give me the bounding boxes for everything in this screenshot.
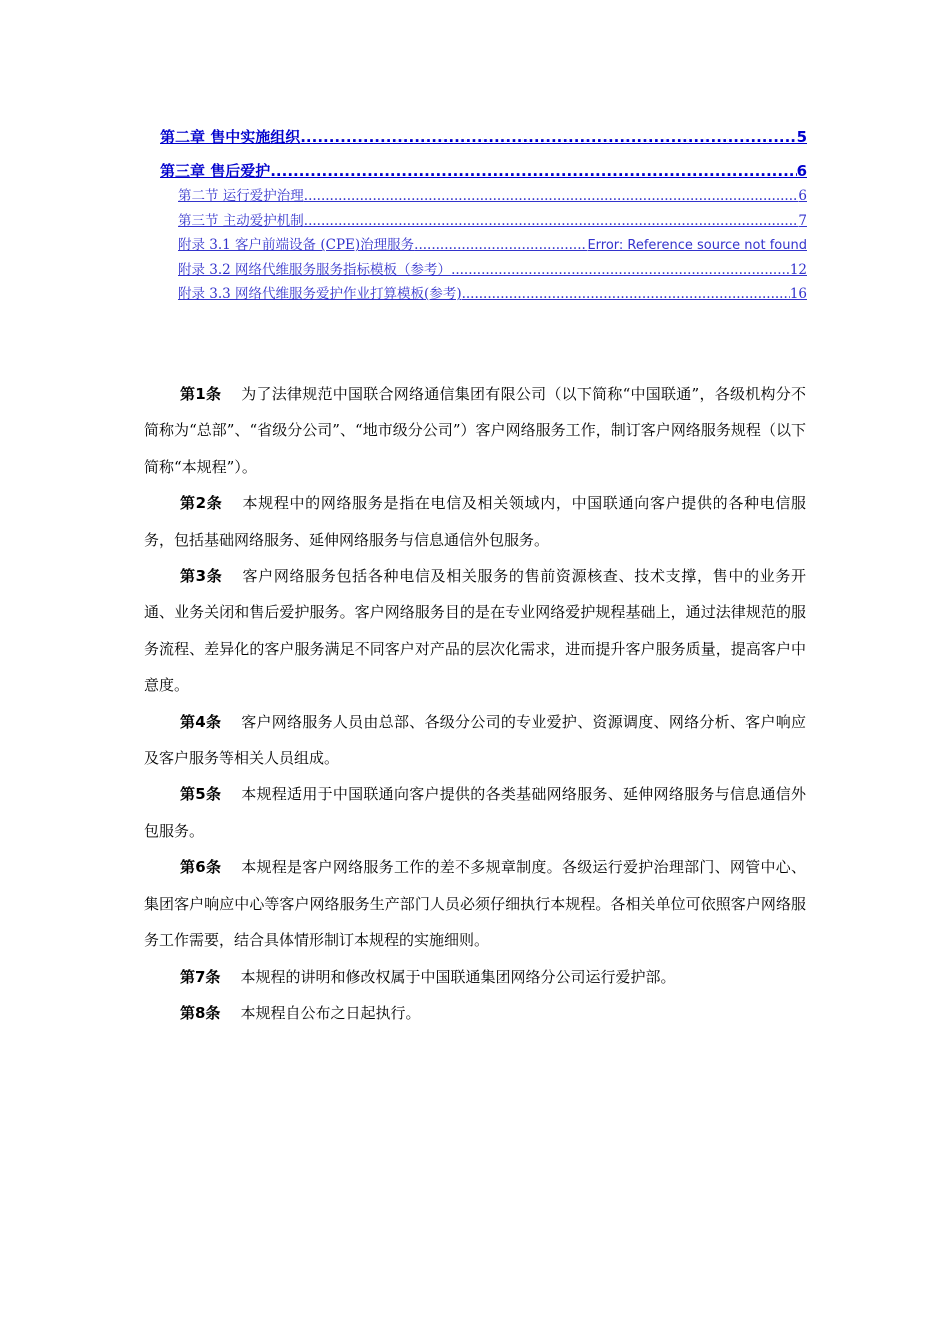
article-5 [144, 776, 806, 849]
toc-leader-dots [462, 282, 790, 307]
article-number: 第6条 [180, 858, 222, 877]
toc-entry-title: 附录 3.3 网络代维服务爱护作业打算模板(参考) [178, 286, 462, 302]
toc-chapter-2[interactable] [160, 124, 807, 150]
article-text: 本规程是客户网络服务工作的差不多规章制度。各级运行爱护治理部门、网管中心、集团客户响应中心等客户网络服务生产部门人员必须仔细执行本规程。各相关单位可依照客户网络服务工作需要，结合具体情形制订本规程的实施细则。 [144, 858, 806, 950]
article-text: 本规程自公布之日起执行。 [240, 1003, 421, 1022]
toc-entry-title: 第三章 售后爱护 [160, 162, 271, 180]
toc-leader-dots [304, 184, 799, 209]
toc-entry-title: 第二节 运行爱护治理 [178, 188, 304, 204]
article-number: 第1条 [180, 385, 222, 403]
article-3 [144, 558, 806, 704]
toc-leader-dots [414, 233, 587, 258]
toc-leader-dots [300, 124, 796, 150]
article-1 [144, 376, 806, 485]
toc-entry-title: 第三节 主动爱护机制 [178, 212, 304, 229]
toc-entry-page: 12 [789, 261, 807, 278]
toc-entry-title: 附录 3.2 网络代维服务服务指标模板（参考） [178, 261, 452, 278]
article-number: 第4条 [180, 712, 222, 731]
toc-appendix-3-2[interactable] [178, 258, 807, 283]
toc-chapter-3[interactable] [160, 158, 807, 184]
article-text: 本规程的讲明和修改权属于中国联通集团网络分公司运行爱护部。 [240, 967, 676, 986]
toc-section-3[interactable] [178, 209, 807, 234]
toc-entry-page: 5 [796, 128, 807, 146]
toc-entry-page: Error: Reference source not found [587, 238, 807, 253]
toc-entry-title: 附录 3.1 客户前端设备 (CPE)治理服务 [178, 237, 415, 253]
toc-entry-page: 6 [798, 188, 807, 204]
article-text: 为了法律规范中国联合网络通信集团有限公司（以下简称“中国联通”，各级机构分不简称为“总部”、“省级分公司”、“地市级分公司”）客户网络服务工作，制订客户网络服务规程（以下简称“本规程”）。 [144, 385, 807, 476]
article-number: 第2条 [180, 494, 223, 513]
toc-leader-dots [270, 158, 796, 184]
toc-appendix-3-3[interactable] [178, 282, 807, 307]
article-text: 客户网络服务包括各种电信及相关服务的售前资源核查、技术支撑，售中的业务开通、业务关闭和售后爱护服务。客户网络服务目的是在专业网络爱护规程基础上，通过法律规范的服务流程、差异化的客户服务满足不同客户对产品的层次化需求，进而提升客户服务质量，提高客户中意度。 [144, 567, 807, 695]
article-number: 第3条 [180, 567, 223, 586]
article-6 [144, 849, 806, 958]
table-of-contents [160, 124, 807, 307]
article-8 [144, 995, 806, 1031]
article-text: 本规程中的网络服务是指在电信及相关领域内，中国联通向客户提供的各种电信服务，包括基础网络服务、延伸网络服务与信息通信外包服务。 [144, 494, 807, 549]
toc-entry-page: 16 [789, 286, 807, 302]
toc-leader-dots [304, 209, 799, 234]
article-text: 客户网络服务人员由总部、各级分公司的专业爱护、资源调度、网络分析、客户响应及客户服务等相关人员组成。 [144, 712, 806, 768]
toc-entry-page: 7 [798, 212, 807, 229]
article-number: 第5条 [180, 785, 222, 804]
article-number: 第8条 [180, 1003, 221, 1022]
toc-appendix-3-1[interactable] [178, 233, 807, 258]
article-2 [144, 485, 806, 558]
toc-entry-page: 6 [796, 162, 807, 180]
toc-section-2[interactable] [178, 184, 807, 209]
article-number: 第7条 [180, 967, 221, 986]
article-text: 本规程适用于中国联通向客户提供的各类基础网络服务、延伸网络服务与信息通信外包服务。 [144, 785, 806, 840]
articles-body [144, 376, 806, 1031]
toc-entry-title: 第二章 售中实施组织 [160, 128, 301, 146]
article-7 [144, 959, 806, 995]
toc-leader-dots [451, 258, 790, 283]
article-4 [144, 704, 806, 777]
